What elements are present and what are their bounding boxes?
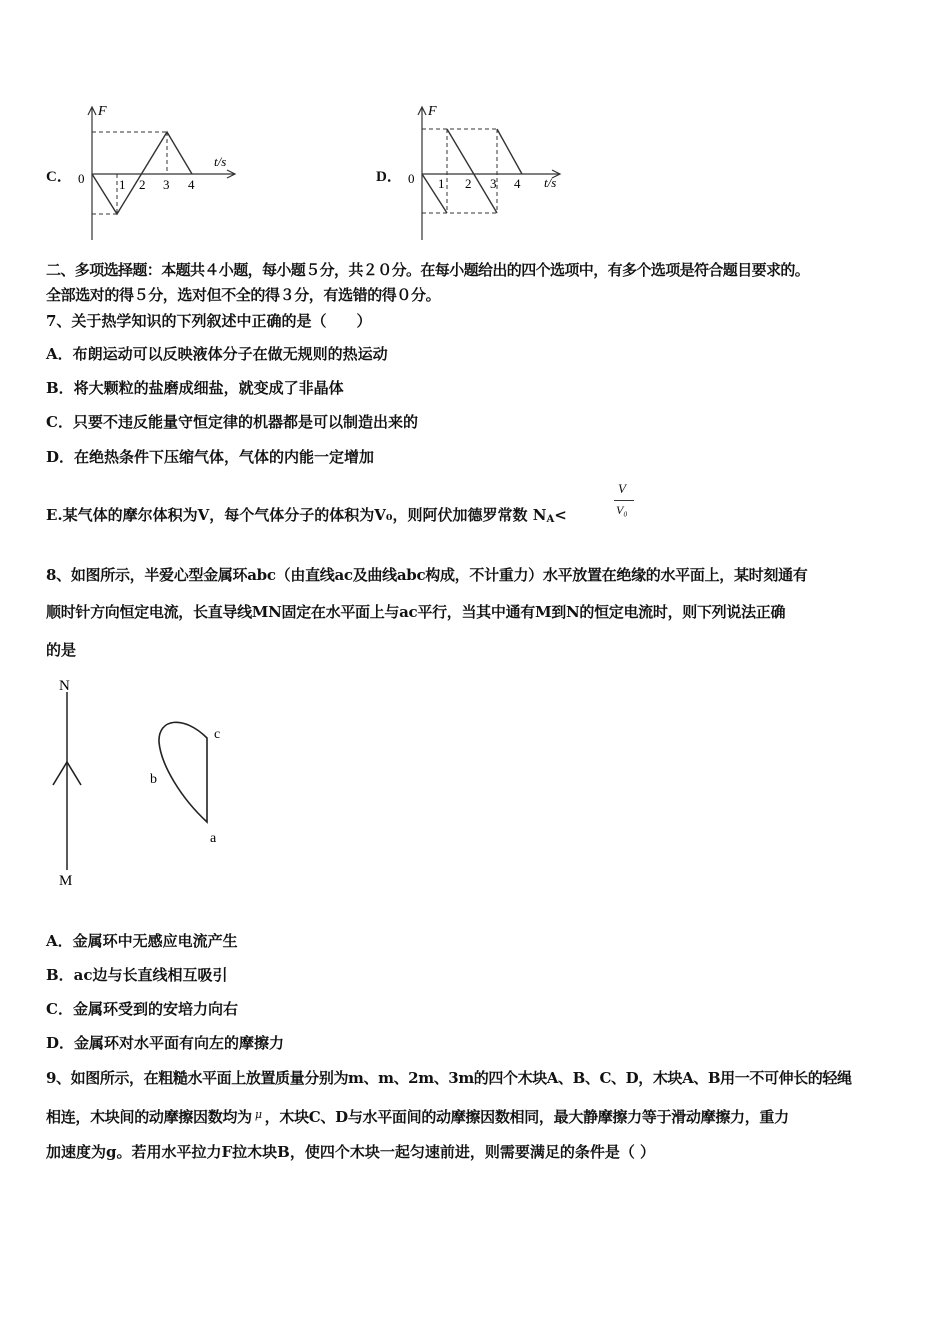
graph-c-dashes bbox=[92, 132, 167, 214]
q9-line2 bbox=[46, 1105, 789, 1127]
graph-d-tick-4: 4 bbox=[514, 176, 521, 191]
graph-d-tick-2: 2 bbox=[465, 176, 472, 191]
q8-option-b: B．ac边与长直线相互吸引 bbox=[46, 966, 228, 984]
graph-c-tick-2: 2 bbox=[139, 177, 146, 192]
label-n: N bbox=[59, 678, 70, 694]
q8-stem-line1: 8、如图所示，半爱心型金属环abc（由直线ac及曲线abc构成，不计重力）水平放置在绝缘的水平面上，某时刻通有 bbox=[46, 566, 808, 584]
q7-stem: 7、关于热学知识的下列叙述中正确的是（ ） bbox=[46, 312, 372, 330]
label-m: M bbox=[59, 873, 73, 889]
graph-c bbox=[40, 95, 300, 245]
q8-option-c: C．金属环受到的安培力向右 bbox=[46, 1000, 238, 1018]
q8-option-a: A．金属环中无感应电流产生 bbox=[46, 932, 238, 950]
label-c: c bbox=[214, 727, 221, 742]
metal-ring bbox=[159, 722, 207, 822]
q7-option-e-sub: A bbox=[546, 514, 555, 525]
graph-c-axes bbox=[88, 107, 235, 240]
q9-line2b: ，木块C、D与水平面间的动摩擦因数相同，最大静摩擦力等于滑动摩擦力，重力 bbox=[264, 1108, 789, 1126]
q8-stem-line3: 的是 bbox=[46, 641, 77, 659]
q7-frac-denominator: V₀ bbox=[616, 503, 628, 517]
section2-heading-line2: 全部选对的得５分，选对但不全的得３分，有选错的得０分。 bbox=[46, 286, 441, 304]
q7-option-e-text: E.某气体的摩尔体积为V，每个气体分子的体积为V₀，则阿伏加德罗常数 N bbox=[46, 506, 547, 524]
q8-option-d: D．金属环对水平面有向左的摩擦力 bbox=[46, 1034, 285, 1052]
graph-d bbox=[370, 95, 600, 245]
graph-d-tick-1: 1 bbox=[438, 176, 445, 191]
q7-option-c: C．只要不违反能量守恒定律的机器都是可以制造出来的 bbox=[46, 413, 418, 431]
q9-line1: 9、如图所示，在粗糙水平面上放置质量分别为m、m、2m、3m的四个木块A、B、C、D，木块A、B用一不可伸长的轻绳 bbox=[46, 1069, 852, 1087]
graph-d-origin: 0 bbox=[408, 171, 415, 186]
option-d-label: D． bbox=[376, 169, 402, 185]
q7-frac-numerator: V bbox=[618, 481, 626, 496]
mu-symbol: μ bbox=[254, 1108, 262, 1121]
graph-d-dashes bbox=[422, 129, 497, 213]
graph-c-origin: 0 bbox=[78, 171, 85, 186]
q7-option-d: D．在绝热条件下压缩气体，气体的内能一定增加 bbox=[46, 448, 375, 466]
label-b: b bbox=[150, 772, 157, 787]
q7-option-e bbox=[46, 505, 567, 530]
graph-d-axes bbox=[418, 107, 560, 240]
section2-heading-line1: 二、多项选择题：本题共４小题，每小题５分，共２０分。在每小题给出的四个选项中，有多个选项是符合题目要求的。 bbox=[46, 261, 810, 279]
graph-c-t-label: t/s bbox=[214, 154, 227, 169]
q9-line2a: 相连，木块间的动摩擦因数均为 bbox=[46, 1108, 252, 1126]
graph-c-tick-4: 4 bbox=[188, 177, 195, 192]
label-a: a bbox=[210, 831, 217, 846]
graph-c-svg bbox=[40, 95, 300, 245]
q9-line3: 加速度为g。若用水平拉力F拉木块B，使四个木块一起匀速前进，则需要满足的条件是（ ） bbox=[46, 1143, 656, 1161]
graph-c-tick-1: 1 bbox=[119, 177, 126, 192]
option-c-label: C． bbox=[46, 169, 72, 185]
q7-option-e-lt: < bbox=[554, 506, 567, 524]
graph-d-svg bbox=[370, 95, 600, 245]
graph-d-t-label: t/s bbox=[544, 175, 557, 190]
graph-d-curve bbox=[422, 129, 522, 213]
graph-d-tick-3: 3 bbox=[490, 176, 497, 191]
q8-stem-line2: 顺时针方向恒定电流，长直导线MN固定在水平面上与ac平行，当其中通有M到N的恒定电流时，则下列说法正确 bbox=[46, 603, 786, 621]
q7-option-a: A．布朗运动可以反映液体分子在做无规则的热运动 bbox=[46, 345, 388, 363]
graph-c-tick-3: 3 bbox=[163, 177, 170, 192]
q8-figure bbox=[46, 670, 246, 890]
graph-c-curve bbox=[92, 132, 192, 214]
graph-d-f-label: F bbox=[428, 104, 437, 119]
q7-frac-bar bbox=[614, 500, 634, 501]
q7-option-b: B．将大颗粒的盐磨成细盐，就变成了非晶体 bbox=[46, 379, 344, 397]
graph-c-f-label: F bbox=[98, 104, 107, 119]
